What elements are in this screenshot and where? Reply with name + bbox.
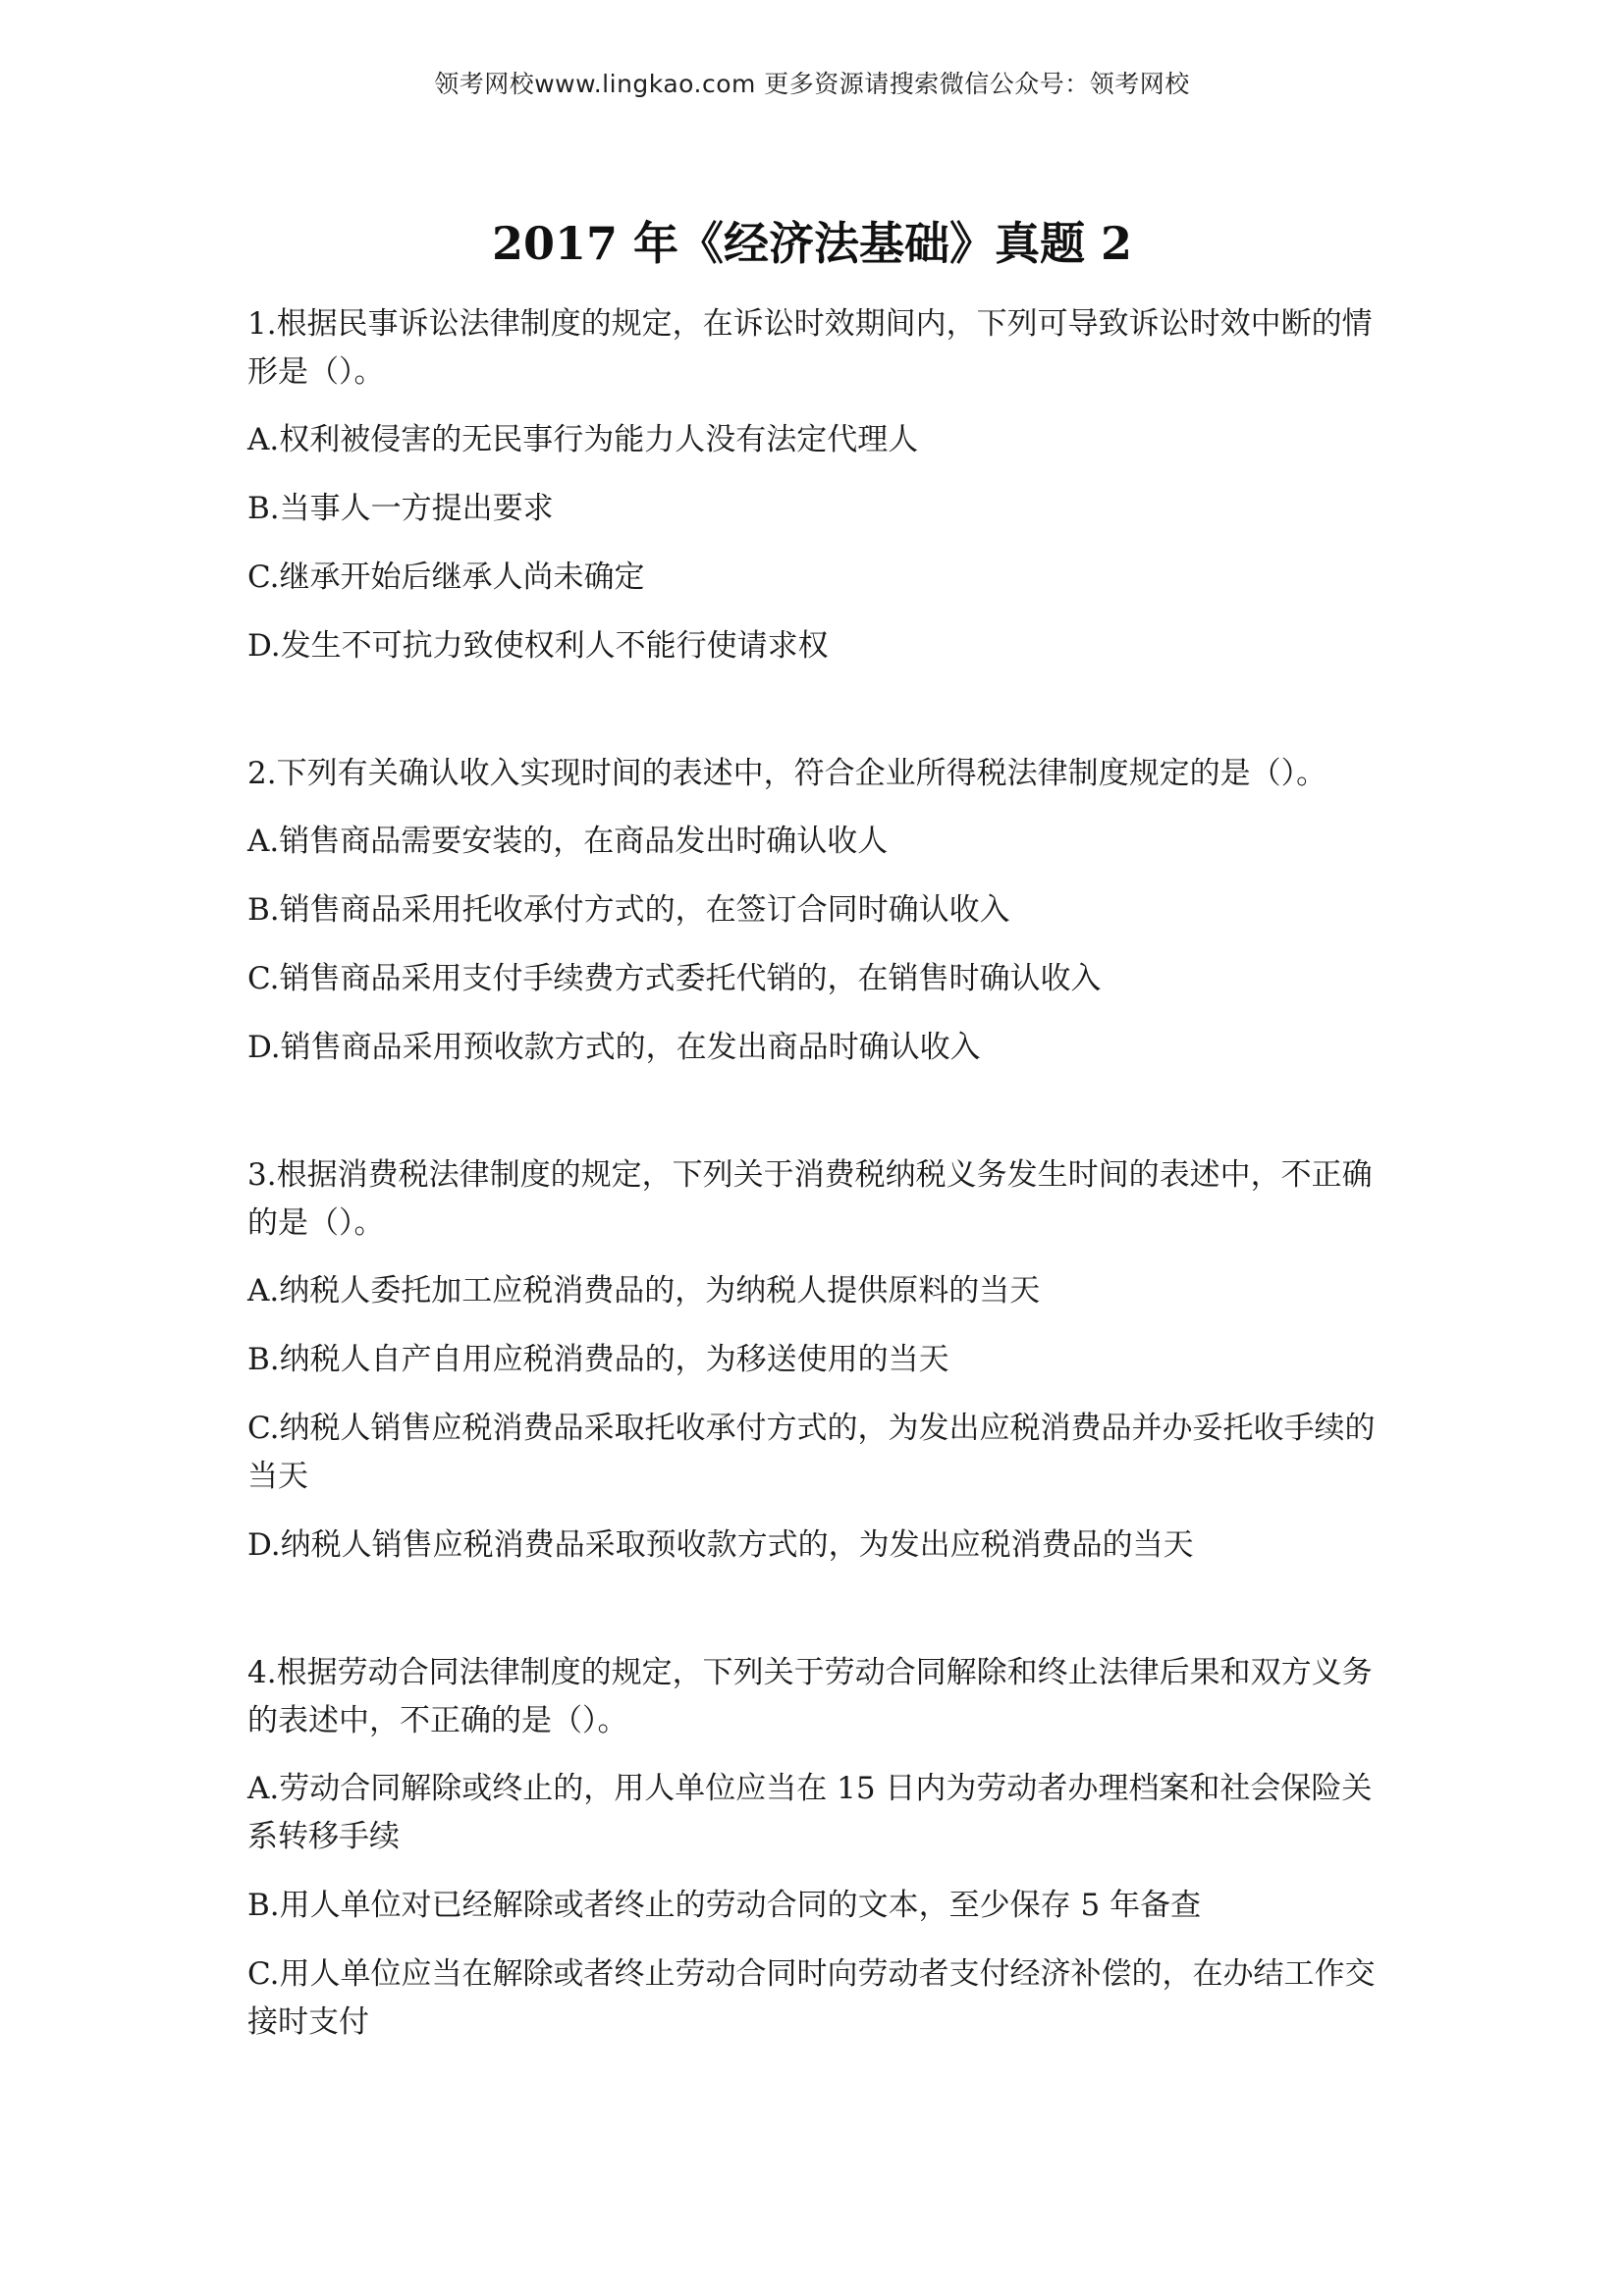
question-1: [247, 300, 1398, 670]
option-d: D.发生不可抗力致使权利人不能行使请求权: [247, 628, 829, 664]
question-text: 1.根据民事诉讼法律制度的规定，在诉讼时效期间内，下列可导致诉讼时效中断的情形是（）。: [247, 306, 1373, 390]
question-text: 4.根据劳动合同法律制度的规定，下列关于劳动合同解除和终止法律后果和双方义务的表述中，不正确的是（）。: [247, 1655, 1373, 1738]
option-c: C.继承开始后继承人尚未确定: [247, 560, 645, 595]
option-b: B.用人单位对已经解除或者终止的劳动合同的文本，至少保存 5 年备查: [247, 1888, 1202, 1923]
question-text: 3.根据消费税法律制度的规定，下列关于消费税纳税义务发生时间的表述中，不正确的是（）。: [247, 1157, 1373, 1241]
document-body: [247, 300, 1398, 2067]
page-header: 领考网校www.lingkao.com 更多资源请搜索微信公众号：领考网校: [434, 70, 1190, 98]
option-d: D.纳税人销售应税消费品采取预收款方式的，为发出应税消费品的当天: [247, 1527, 1194, 1563]
option-d: D.销售商品采用预收款方式的，在发出商品时确认收入: [247, 1030, 981, 1065]
option-a: A.劳动合同解除或终止的，用人单位应当在 15 日内为劳动者办理档案和社会保险关系转移手续: [247, 1771, 1373, 1854]
question-3: [247, 1151, 1398, 1570]
option-a: A.销售商品需要安装的，在商品发出时确认收人: [247, 824, 889, 859]
option-c: C.销售商品采用支付手续费方式委托代销的，在销售时确认收入: [247, 961, 1102, 996]
option-a: A.纳税人委托加工应税消费品的，为纳税人提供原料的当天: [247, 1273, 1041, 1308]
option-b: B.当事人一方提出要求: [247, 491, 554, 526]
option-b: B.销售商品采用托收承付方式的，在签订合同时确认收入: [247, 892, 1010, 928]
option-b: B.纳税人自产自用应税消费品的，为移送使用的当天: [247, 1342, 949, 1377]
question-4: [247, 1649, 1398, 2047]
document-title: 2017 年《经济法基础》真题 2: [491, 217, 1133, 270]
option-c: C.用人单位应当在解除或者终止劳动合同时向劳动者支付经济补偿的，在办结工作交接时支付: [247, 1956, 1376, 2040]
option-c: C.纳税人销售应税消费品采取托收承付方式的，为发出应税消费品并办妥托收手续的当天: [247, 1411, 1376, 1494]
question-2: [247, 750, 1398, 1072]
option-a: A.权利被侵害的无民事行为能力人没有法定代理人: [247, 422, 919, 457]
question-text: 2.下列有关确认收入实现时间的表述中，符合企业所得税法律制度规定的是（）。: [247, 756, 1327, 791]
